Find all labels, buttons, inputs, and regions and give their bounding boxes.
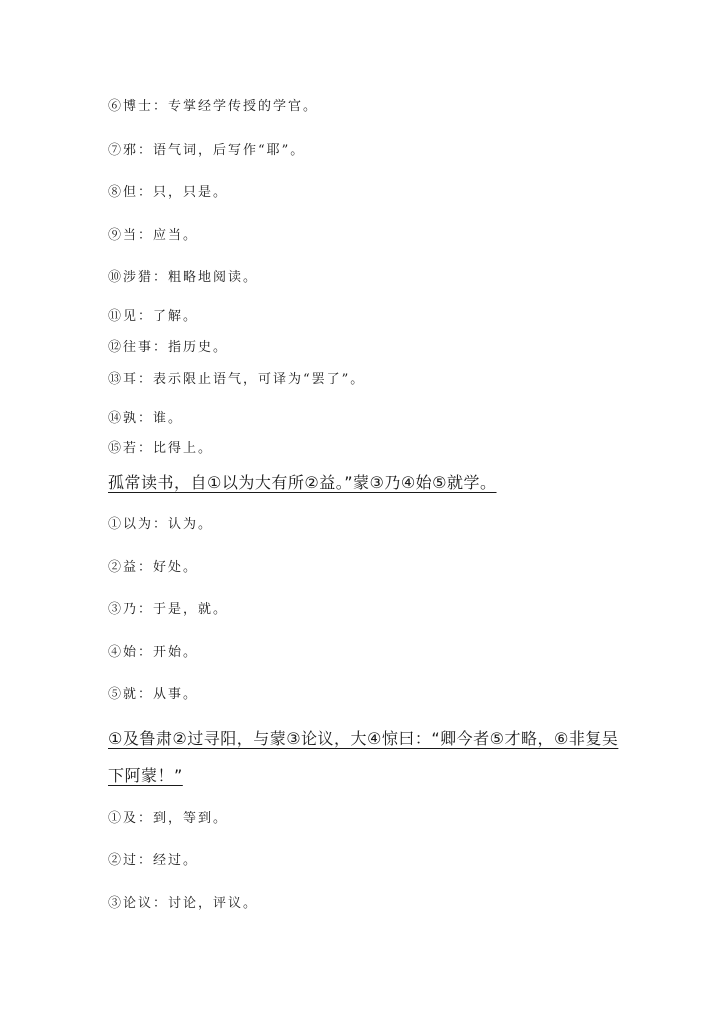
annotation-line: ⑭孰：谁。 — [108, 411, 184, 426]
source-text-line: 下阿蒙！” — [108, 766, 183, 785]
annotation-line: ③论议：讨论，评议。 — [108, 896, 259, 911]
annotation-line: ⑮若：比得上。 — [108, 441, 214, 456]
annotation-line: ⑪见：了解。 — [108, 309, 199, 324]
annotation-line: ②过：经过。 — [108, 853, 199, 868]
annotation-line: ⑥博士：专掌经学传授的学官。 — [108, 99, 319, 114]
annotation-line: ⑧但：只，只是。 — [108, 185, 229, 200]
annotation-line: ⑬耳：表示限止语气，可译为“罢了”。 — [108, 372, 366, 387]
annotation-line: ①以为：认为。 — [108, 517, 214, 532]
annotation-line: ④始：开始。 — [108, 645, 199, 660]
annotation-line: ⑦邪：语气词，后写作“耶”。 — [108, 143, 306, 158]
annotation-line: ⑩涉猎：粗略地阅读。 — [108, 270, 259, 285]
source-text-line: 孤常读书，自①以为大有所②益。”蒙③乃④始⑤就学。 — [108, 473, 497, 492]
annotation-line: ①及：到，等到。 — [108, 811, 229, 826]
annotation-line: ⑨当：应当。 — [108, 228, 199, 243]
annotation-line: ③乃：于是，就。 — [108, 602, 229, 617]
annotation-line: ⑤就：从事。 — [108, 687, 199, 702]
annotation-line: ②益：好处。 — [108, 560, 199, 575]
source-text-line: ①及鲁肃②过寻阳，与蒙③论议，大④惊曰：“卿今者⑤才略，⑥非复吴 — [108, 729, 619, 748]
annotation-line: ⑫往事：指历史。 — [108, 340, 229, 355]
